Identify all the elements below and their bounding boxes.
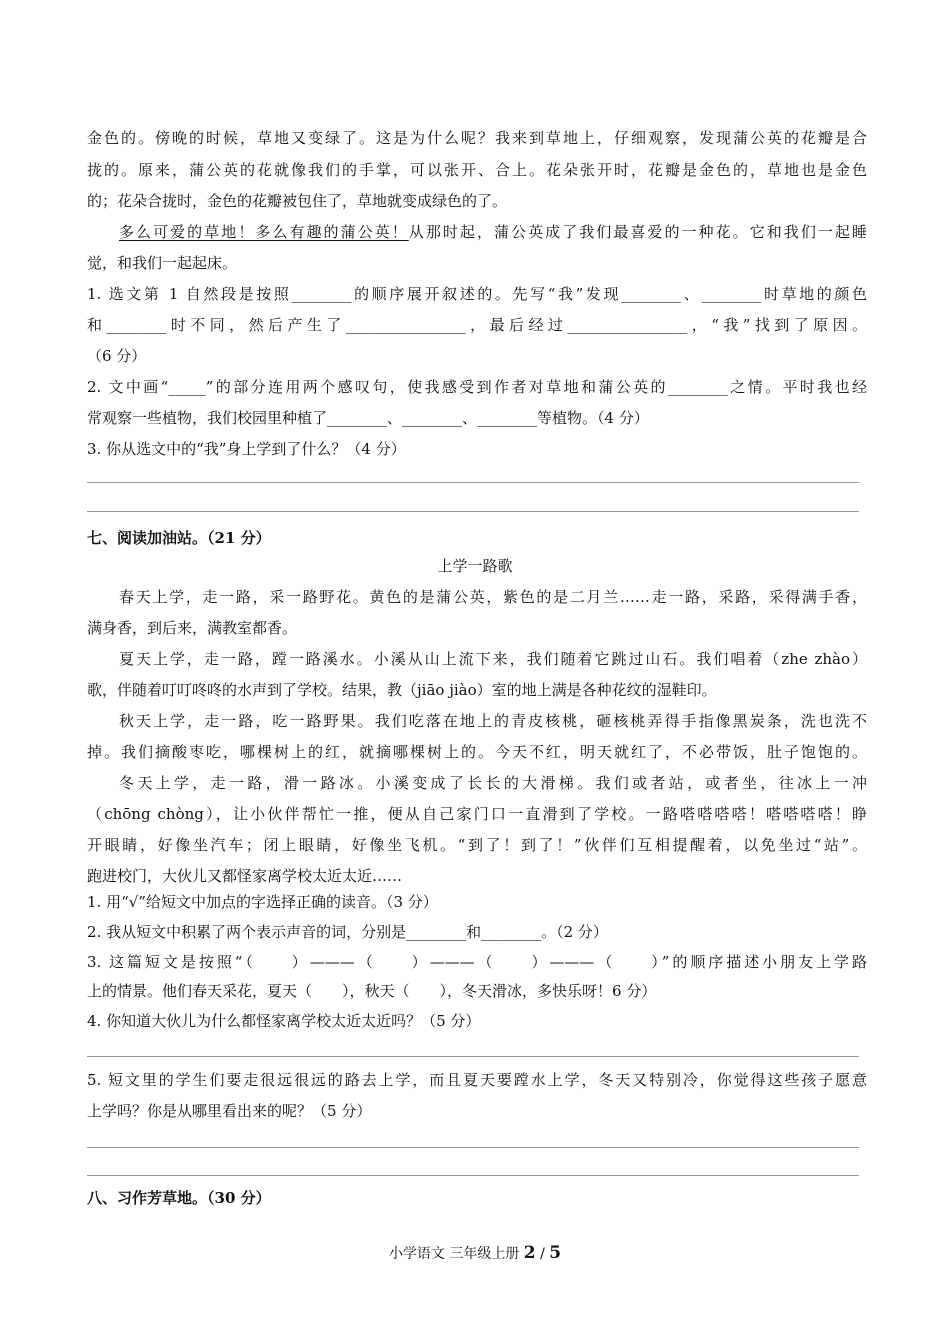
passage-para-2 — [119, 222, 867, 242]
passage-line-1: 金色的。傍晚的时候，草地又变绿了。这是为什么呢？我来到草地上，仔细观察，发现蒲公英的花瓣是合 — [87, 129, 867, 147]
passage-para-2-line-2: 觉，和我们一起起床。 — [87, 254, 238, 272]
s7-question-4: 4. 你知道大伙儿为什么都怪家离学校太近太近吗？（5 分） — [87, 1012, 481, 1030]
passage-line-3: 的；花朵合拢时，金色的花瓣被包住了，草地就变成绿色的了。 — [87, 192, 508, 210]
page-number-total: 5 — [549, 1243, 562, 1263]
s6-question-2-line-2: 常观察一些植物，我们校园里种植了________、________、________等植物。（4 分） — [87, 409, 649, 427]
s7-question-5-line-1: 5. 短文里的学生们要走很远很远的路去上学，而且夏天要蹚水上学，冬天又特别冷，你觉得这些孩子愿意 — [87, 1071, 867, 1089]
section-8-heading: 八、习作芳草地。（30 分） — [87, 1189, 271, 1207]
page-number-current: 2 — [523, 1243, 536, 1263]
s7-para-4-line-4: 跑进校门，大伙儿又都怪家离学校太近太近…… — [87, 867, 403, 885]
s7-para-3-line-1: 秋天上学，走一路，吃一路野果。我们吃落在地上的青皮核桃，砸核桃弄得手指像黑炭条，洗也洗不 — [119, 712, 867, 730]
s7-para-4-line-3: 开眼睛，好像坐汽车；闭上眼睛，好像坐飞机。“到了！到了！”伙伴们互相提醒着，以免坐过“站”。 — [87, 836, 867, 854]
s7-question-3-line-2: 上的情景。他们春天采花，夏天（ ），秋天（ ），冬天滑冰，多快乐呀！6 分） — [87, 982, 657, 1000]
s7-para-4-line-1: 冬天上学，走一路，滑一路冰。小溪变成了长长的大滑梯。我们或者站，或者坐，往冰上一冲 — [119, 774, 867, 792]
answer-line[interactable] — [87, 1056, 859, 1057]
answer-line[interactable] — [87, 1175, 859, 1176]
s7-para-4-line-2: （chōng chòng），让小伙伴帮忙一推，便从自己家门口一直滑到了学校。一路嗒嗒嗒嗒！嗒嗒嗒嗒！睁 — [87, 805, 867, 823]
s7-para-2-line-2: 歌，伴随着叮叮咚咚的水声到了学校。结果，教（jiāo jiào）室的地上满是各种花纹的湿鞋印。 — [87, 681, 717, 699]
answer-line[interactable] — [87, 482, 859, 483]
s6-question-1-score: （6 分） — [87, 347, 147, 365]
page-separator: / — [540, 1246, 545, 1262]
s7-para-1-line-1: 春天上学，走一路，采一路野花。黄色的是蒲公英，紫色的是二月兰……走一路，采路，采得满手香， — [119, 588, 867, 606]
s7-para-1-line-2: 满身香，到后来，满教室都香。 — [87, 619, 298, 637]
footer-label: 小学语文 三年级上册 — [388, 1246, 520, 1262]
s6-question-3: 3. 你从选文中的“我”身上学到了什么？（4 分） — [87, 440, 406, 458]
s7-question-3-line-1: 3. 这篇短文是按照“（ ）———（ ）———（ ）———（ ）”的顺序描述小朋友上学路 — [87, 953, 867, 971]
s7-para-2-line-1: 夏天上学，走一路，蹚一路溪水。小溪从山上流下来，我们随着它跳过山石。我们唱着（zhe zhào） — [119, 650, 867, 668]
s7-question-5-line-2: 上学吗？你是从哪里看出来的呢？（5 分） — [87, 1102, 372, 1120]
underlined-exclamations: 多么可爱的草地！多么有趣的蒲公英！ — [119, 223, 409, 241]
passage-title: 上学一路歌 — [437, 557, 513, 575]
s7-para-3-line-2: 掉。我们摘酸枣吃，哪棵树上的红，就摘哪棵树上的。今天不红，明天就红了，不必带饭，肚子饱饱的。 — [87, 743, 867, 761]
answer-line[interactable] — [87, 1147, 859, 1148]
section-7-heading: 七、阅读加油站。（21 分） — [87, 529, 271, 547]
s7-question-2: 2. 我从短文中积累了两个表示声音的词，分别是________和________。（2 分） — [87, 923, 608, 941]
s7-question-1: 1. 用“√”给短文中加点的字选择正确的读音。（3 分） — [87, 893, 438, 911]
s6-question-1-line-1: 1. 选文第 1 自然段是按照________的顺序展开叙述的。先写“我”发现________、________时草地的颜色 — [87, 285, 867, 303]
s6-question-1-line-2: 和________时不同，然后产生了________________，最后经过________________，“我”找到了原因。 — [87, 316, 867, 334]
passage-para-2-rest: 从那时起，蒲公英成了我们最喜爱的一种花。它和我们一起睡 — [408, 223, 867, 241]
answer-line[interactable] — [87, 511, 859, 512]
s6-question-2-line-1: 2. 文中画“_____”的部分连用两个感叹句，使我感受到作者对草地和蒲公英的________之情。平时我也经 — [87, 378, 867, 396]
page-footer — [0, 1242, 950, 1265]
passage-line-2: 拢的。原来，蒲公英的花就像我们的手掌，可以张开、合上。花朵张开时，花瓣是金色的，草地也是金色 — [87, 161, 867, 179]
